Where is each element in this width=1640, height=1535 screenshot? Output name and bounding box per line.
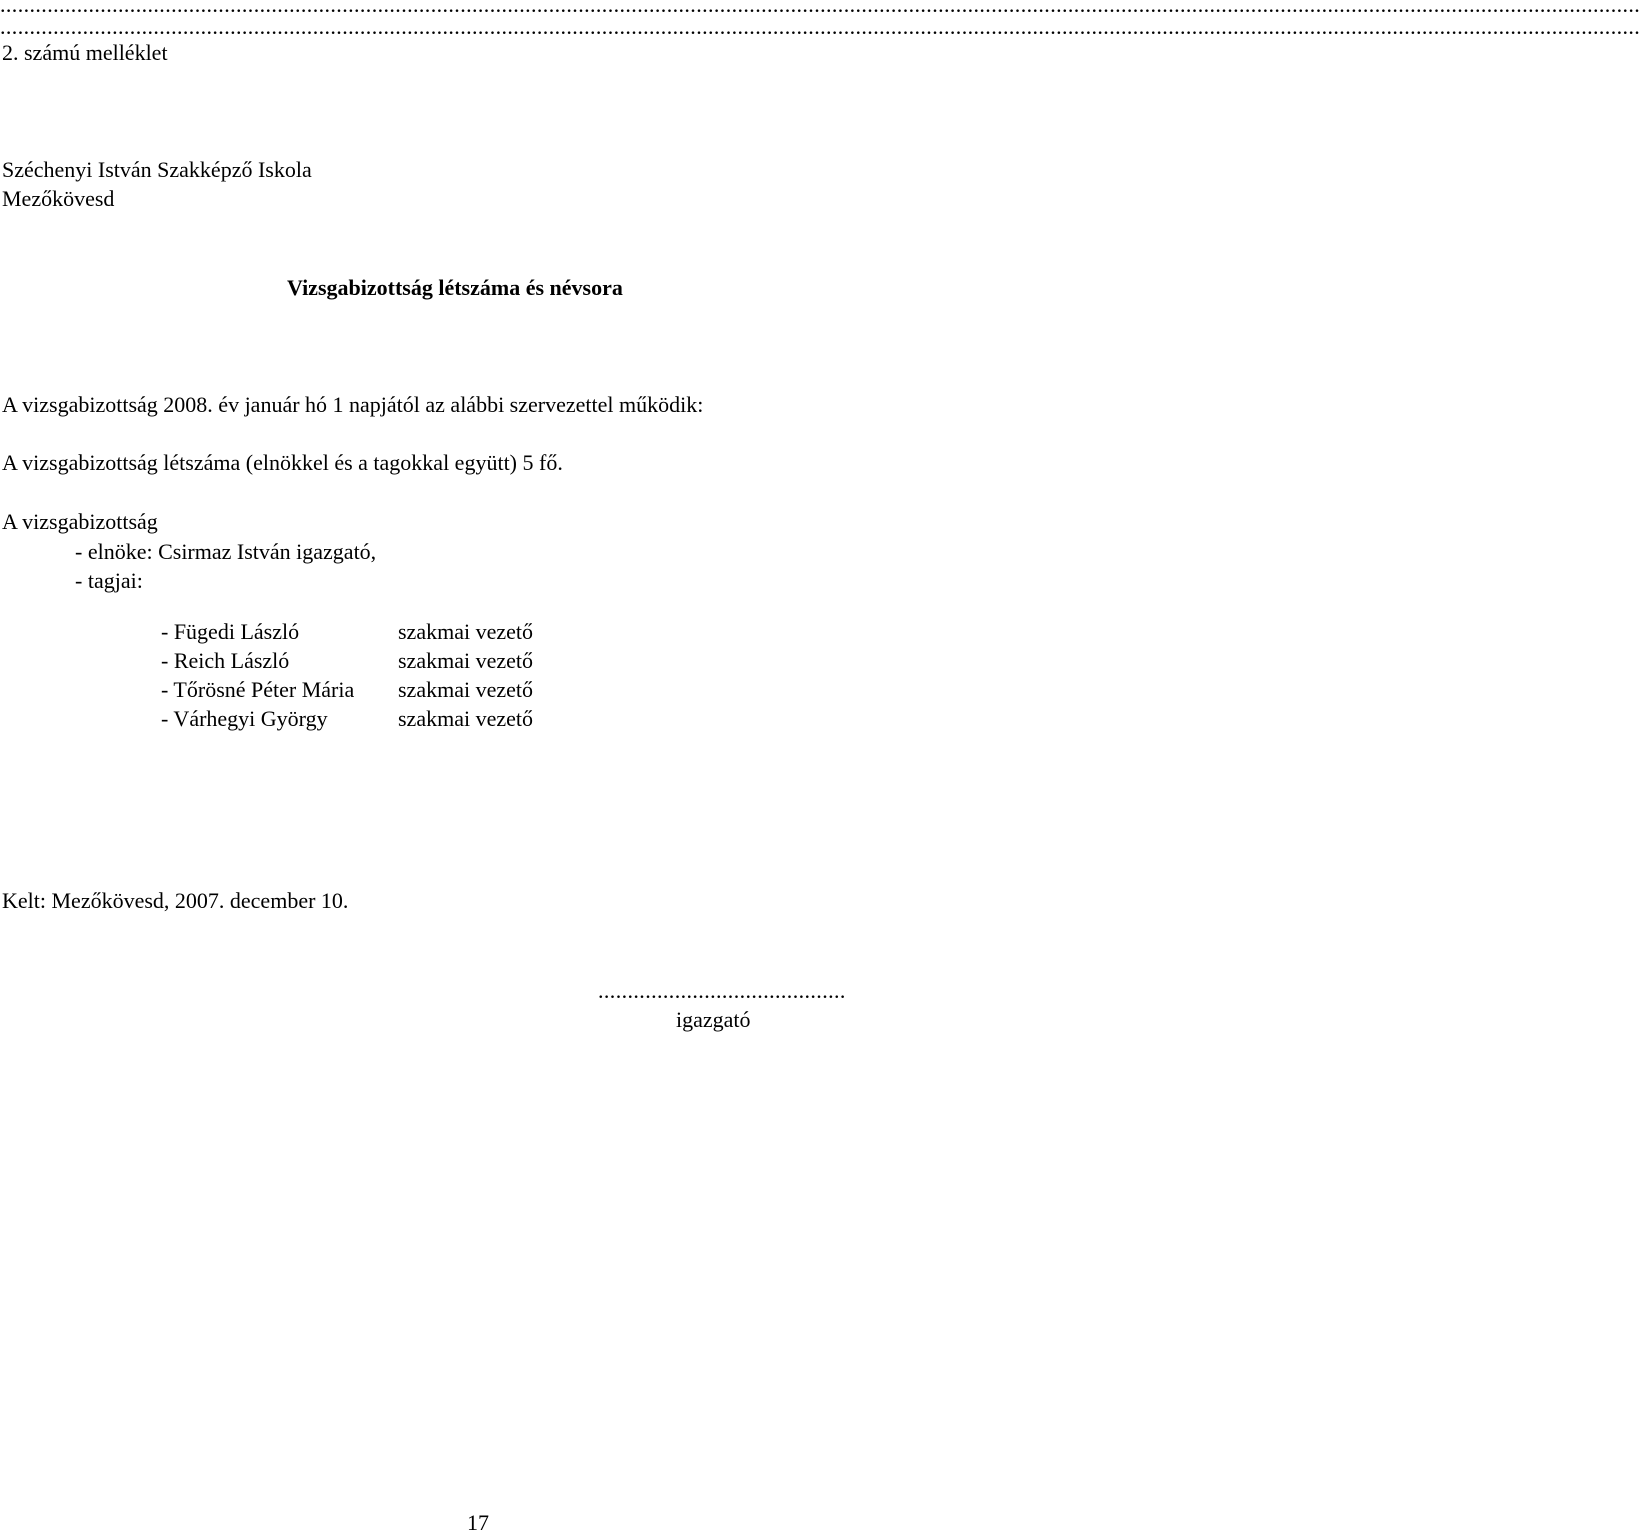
chair-line: - elnöke: Csirmaz István igazgató, [75,539,377,564]
member-role: szakmai vezető [398,706,533,731]
school-city: Mezőkövesd [2,186,115,211]
headcount-paragraph: A vizsgabizottság létszáma (elnökkel és a tagokkal együtt) 5 fő. [2,450,563,475]
intro-paragraph: A vizsgabizottság 2008. év január hó 1 napjától az alábbi szervezettel működik: [2,392,704,417]
document-title: Vizsgabizottság létszáma és névsora [287,275,623,300]
signature-line: .......................................... [598,978,846,1003]
committee-heading: A vizsgabizottság [2,509,158,534]
member-role: szakmai vezető [398,619,533,644]
date-line: Kelt: Mezőkövesd, 2007. december 10. [2,888,349,913]
member-role: szakmai vezető [398,648,533,673]
member-name: - Fügedi László [161,619,300,644]
top-dotted-line: ...................................................................................................................................................................................................................................................................................... [0,0,1640,17]
page-number: 17 [467,1510,489,1535]
top-dotted-line-2: ...................................................................................................................................................................................................................................................................................... [0,14,1640,39]
school-name: Széchenyi István Szakképző Iskola [2,157,312,182]
signature-role: igazgató [676,1007,751,1032]
member-name: - Tőrösné Péter Mária [161,677,355,702]
member-name: - Reich László [161,648,290,673]
member-name: - Várhegyi György [161,706,328,731]
member-role: szakmai vezető [398,677,533,702]
members-label: - tagjai: [75,568,143,593]
annex-label: 2. számú melléklet [2,40,168,65]
member-row [150,686,533,730]
